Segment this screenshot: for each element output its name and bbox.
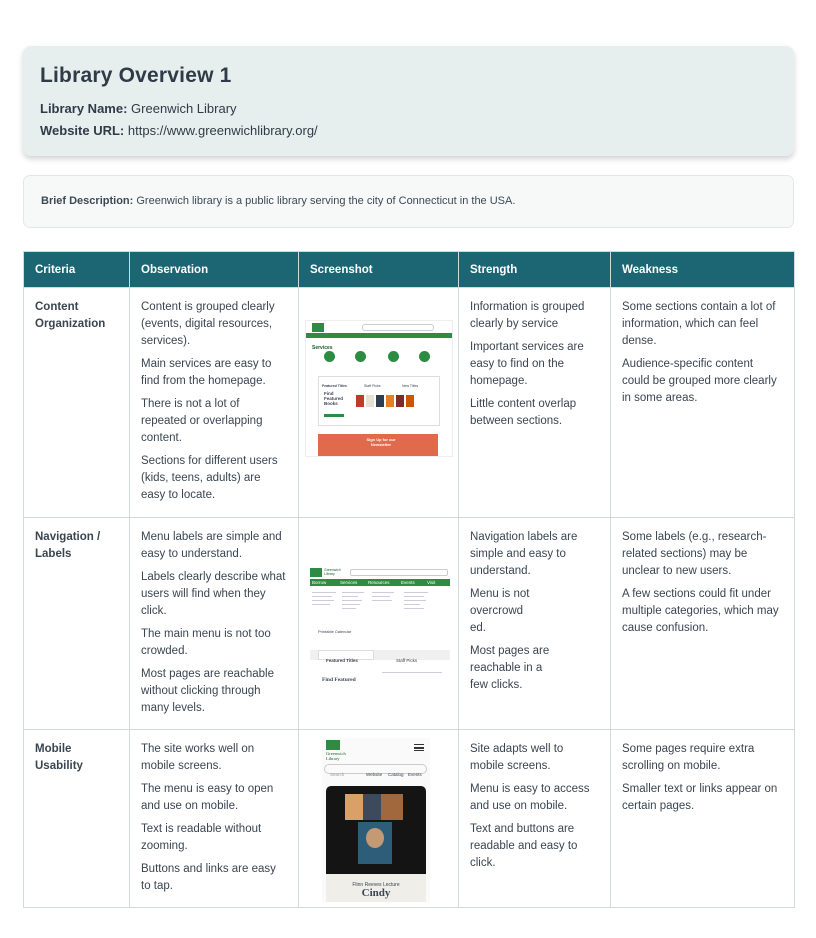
strength-item: Text and buttons are readable and easy to click.: [470, 823, 578, 869]
col-strength: Strength: [459, 252, 611, 288]
page-title: Library Overview 1: [40, 64, 232, 87]
library-name-value: Greenwich Library: [131, 101, 237, 116]
nav-borrow: Borrow: [312, 580, 327, 585]
overview-header-card: [23, 46, 794, 156]
weakness-cell: [611, 518, 795, 730]
criteria-cell: Navigation / Labels: [24, 518, 130, 730]
observation-item: Content is grouped clearly (events, digital resources, services).: [141, 301, 275, 347]
weakness-item: Some sections contain a lot of information, which can feel dense.: [622, 301, 776, 347]
criteria-cell: Content Organization: [24, 288, 130, 518]
criteria-cell: Mobile Usability: [24, 730, 130, 908]
mobile-logo: Greenwich Library: [326, 751, 346, 761]
tab-staff-picks: Staff Picks: [396, 658, 418, 663]
col-observation: Observation: [130, 252, 299, 288]
weakness-cell: [611, 288, 795, 518]
observation-item: The site works well on mobile screens.: [141, 743, 255, 772]
mobile-search-input[interactable]: Search: [330, 772, 345, 777]
content-organization-screenshot: [305, 320, 453, 457]
strength-item: Menu is not overcrowd ed.: [470, 588, 530, 634]
strength-cell: [459, 288, 611, 518]
library-name-line: [40, 98, 777, 120]
strength-item: Little content overlap between sections.: [470, 398, 577, 427]
observation-item: Most pages are reachable without clicking through many levels.: [141, 668, 274, 714]
weakness-item: Audience-specific content could be grouped more clearly in some areas.: [622, 358, 777, 404]
brief-description-card: [23, 175, 794, 228]
event-name: Cindy: [361, 887, 391, 899]
tab-featured: Featured Titles: [322, 384, 347, 388]
weakness-item: Smaller text or links appear on certain pages.: [622, 783, 778, 812]
strength-item: Navigation labels are simple and easy to understand.: [470, 531, 578, 577]
newsletter-banner: Sign Up for our Newsletter: [366, 437, 396, 447]
observation-item: Buttons and links are easy to tap.: [141, 863, 276, 892]
weakness-item: Some labels (e.g., research-related sections) may be unclear to new users.: [622, 531, 767, 577]
observation-item: The menu is easy to open and use on mobile.: [141, 783, 274, 812]
col-screenshot: Screenshot: [299, 252, 459, 288]
screenshot-cell: [299, 518, 459, 730]
description-text: Greenwich library is a public library serving the city of Connecticut in the USA.: [136, 195, 516, 207]
weakness-item: Some pages require extra scrolling on mobile.: [622, 743, 755, 772]
description-label: Brief Description:: [41, 195, 134, 207]
observation-item: Menu labels are simple and easy to understand.: [141, 531, 282, 560]
strength-item: Most pages are reachable in a few clicks.: [470, 645, 550, 691]
strength-cell: [459, 730, 611, 908]
featured-heading: Find Featured: [322, 677, 356, 681]
strength-item: Important services are easy to find on the homepage.: [470, 341, 584, 387]
observation-item: Labels clearly describe what users will find when they click.: [141, 571, 286, 617]
nav-services: Services: [340, 580, 358, 585]
observation-item: Sections for different users (kids, teens, adults) are easy to locate.: [141, 455, 278, 501]
nav-logo: Greenwich Library: [324, 568, 341, 576]
observation-item: Main services are easy to find from the homepage.: [141, 358, 272, 387]
option-events[interactable]: Events: [408, 772, 422, 777]
tab-staff-picks: Staff Picks: [364, 384, 381, 388]
observation-cell: [130, 288, 299, 518]
nav-events: Events: [401, 580, 415, 585]
services-title: Services: [312, 345, 333, 351]
mobile-screenshot: [322, 738, 430, 902]
screenshot-cell: [299, 288, 459, 518]
strength-item: Site adapts well to mobile screens.: [470, 743, 564, 772]
option-website[interactable]: Website: [366, 772, 383, 777]
website-url-line: [40, 120, 777, 142]
observation-cell: [130, 730, 299, 908]
table-row: [24, 518, 795, 730]
event-caption: Flinn Reeves Lecture: [352, 882, 400, 888]
website-url-label: Website URL:: [40, 123, 125, 138]
strength-item: Information is grouped clearly by service: [470, 301, 585, 330]
col-criteria: Criteria: [24, 252, 130, 288]
navigation-screenshot: [310, 566, 450, 681]
tab-featured: Featured Titles: [326, 658, 358, 663]
nav-resources: Resources: [368, 580, 390, 585]
table-row: [24, 730, 795, 908]
library-name-label: Library Name:: [40, 101, 128, 116]
table-header-row: [24, 252, 795, 288]
weakness-item: A few sections could fit under multiple categories, which may cause confusion.: [622, 588, 779, 634]
strength-item: Menu is easy to access and use on mobile.: [470, 783, 590, 812]
observation-cell: [130, 518, 299, 730]
evaluation-table: [23, 251, 795, 908]
observation-item: There is not a lot of repeated or overlapping content.: [141, 398, 263, 444]
strength-cell: [459, 518, 611, 730]
tab-new-titles: New Titles: [402, 384, 419, 388]
observation-item: Text is readable without zooming.: [141, 823, 262, 852]
website-url-value[interactable]: https://www.greenwichlibrary.org/: [127, 123, 318, 138]
col-weakness: Weakness: [611, 252, 795, 288]
table-row: [24, 288, 795, 518]
screenshot-cell: [299, 730, 459, 908]
option-catalog[interactable]: Catalog: [388, 772, 404, 777]
weakness-cell: [611, 730, 795, 908]
featured-heading: Find Featured Books: [324, 391, 344, 406]
printable-calendar-link: Printable Calendar: [318, 629, 352, 634]
observation-item: The main menu is not too crowded.: [141, 628, 271, 657]
nav-visit: Visit: [427, 580, 436, 585]
